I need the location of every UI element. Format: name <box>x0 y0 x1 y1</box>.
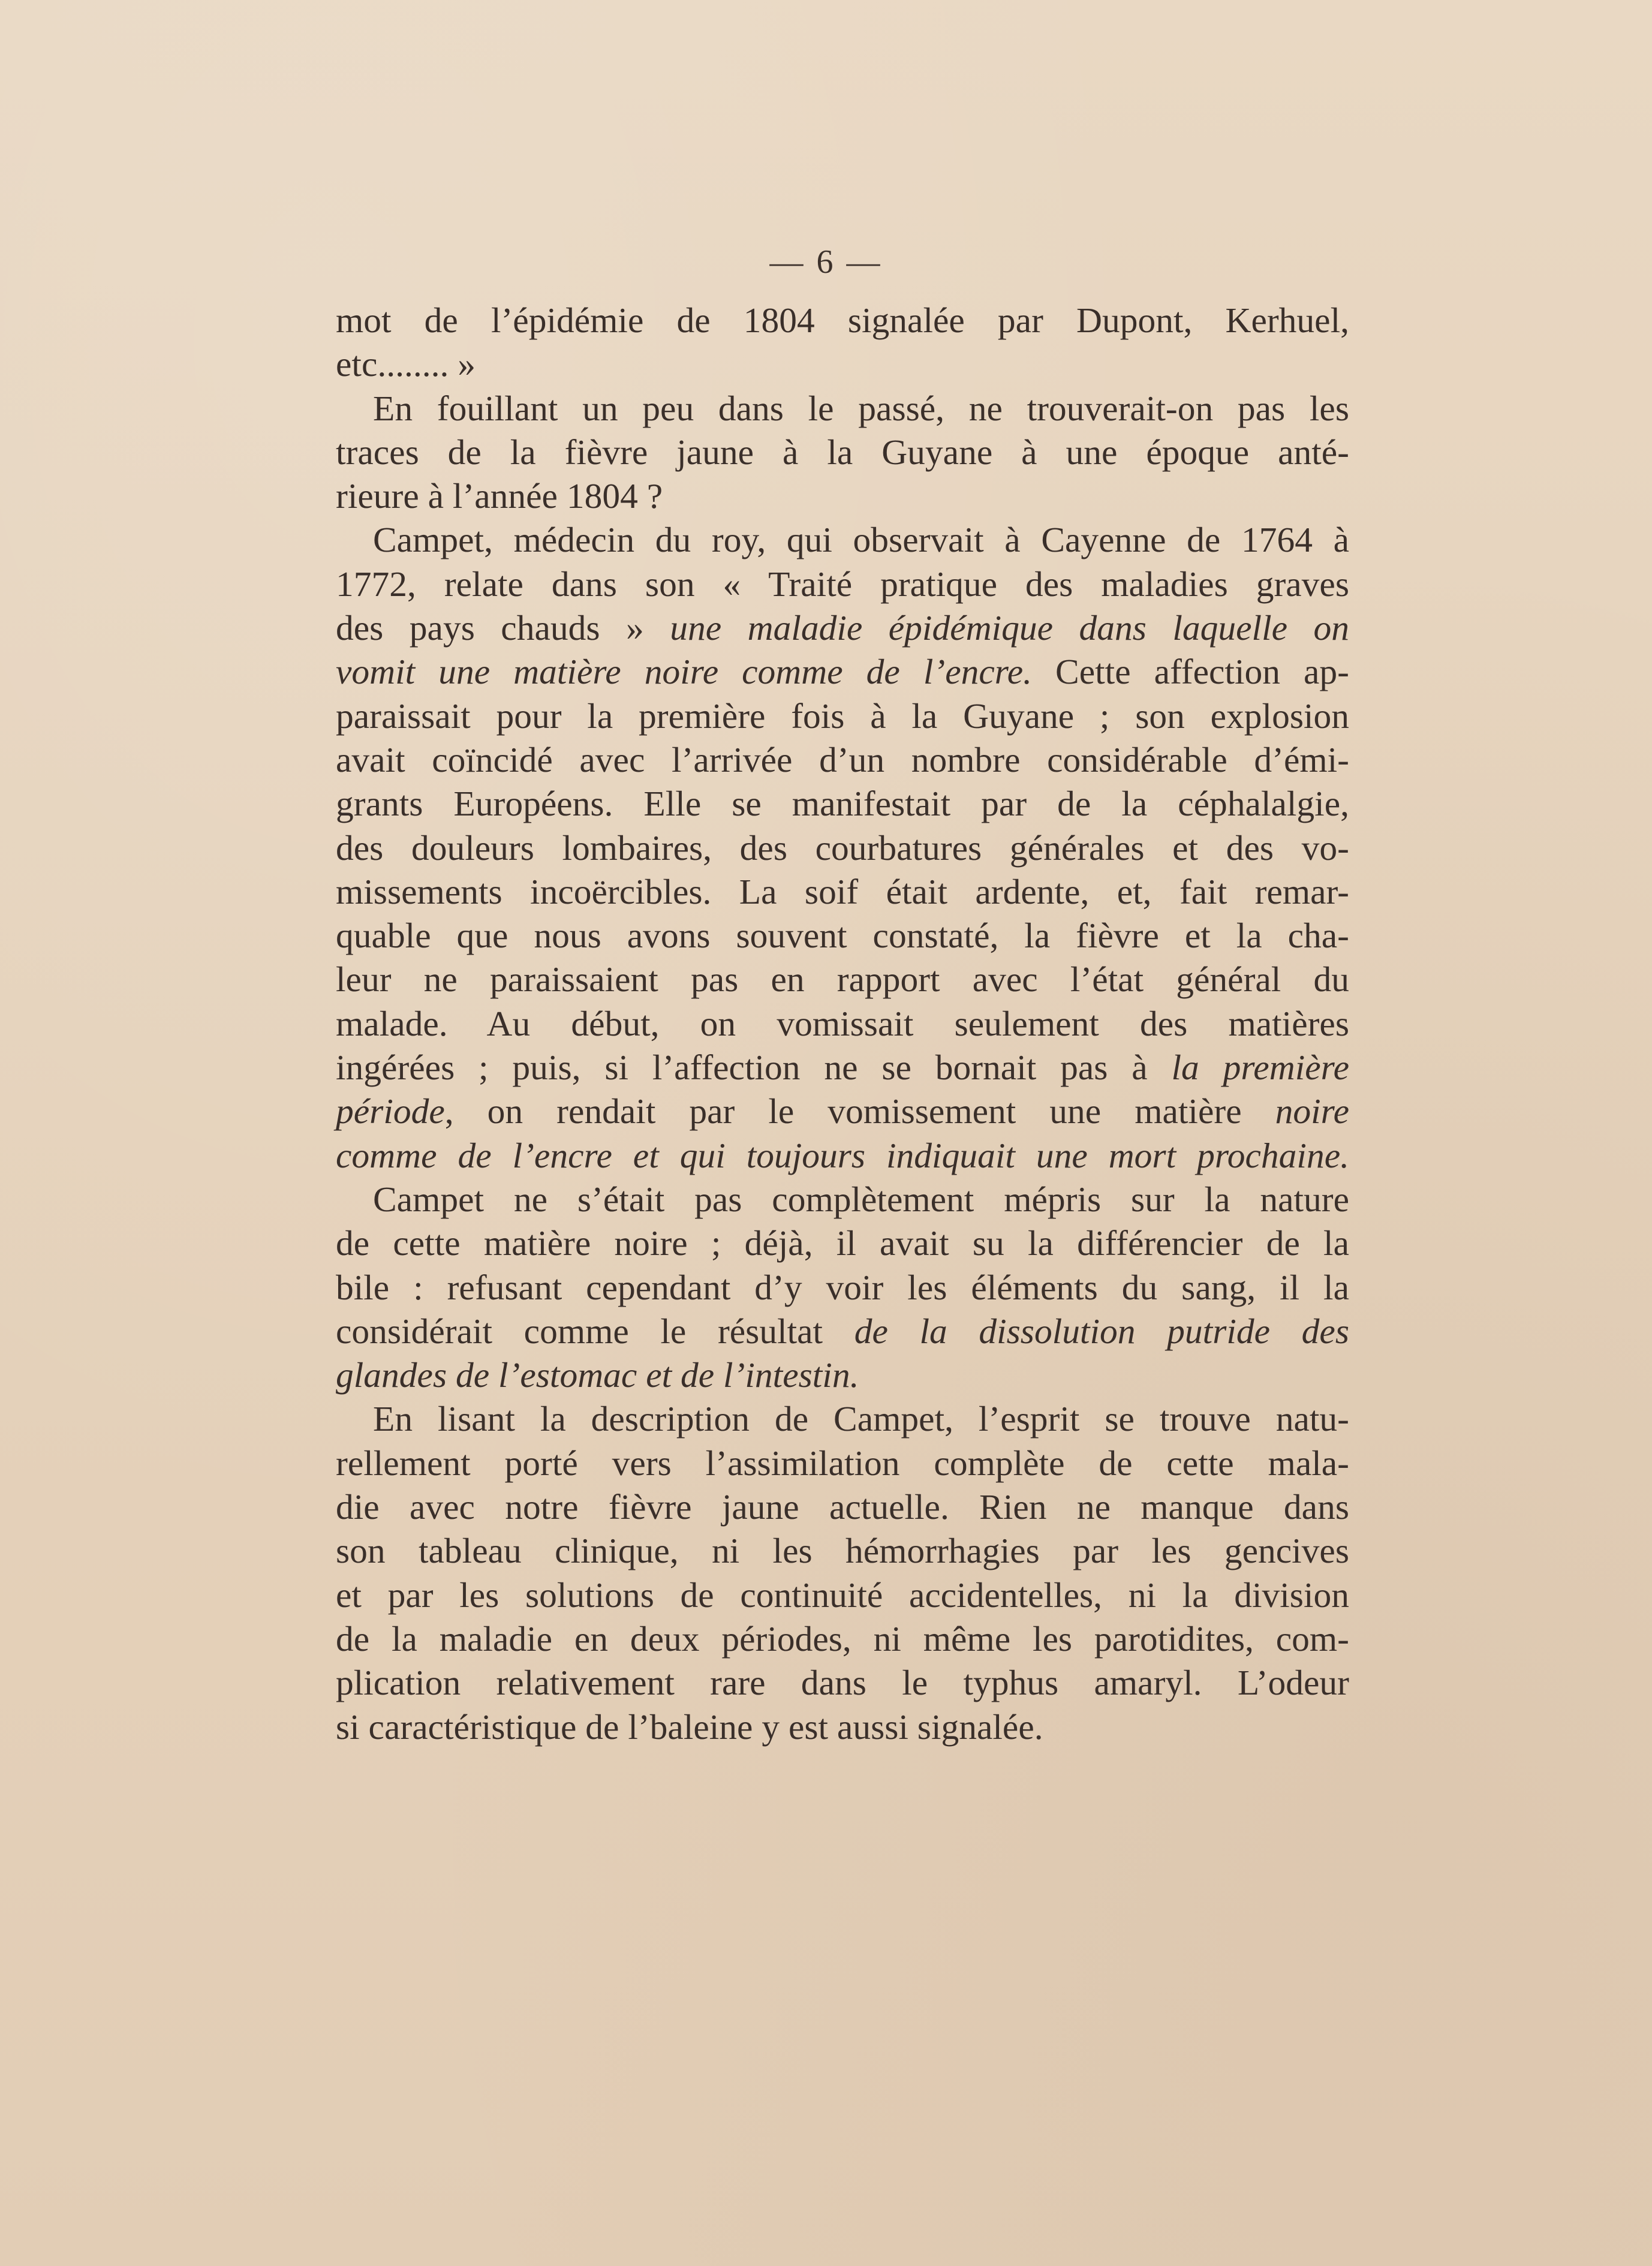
text-line <box>336 1397 1349 1441</box>
text-line <box>336 1661 1349 1705</box>
text-line <box>336 1221 1349 1265</box>
italic-text: la première <box>1171 1048 1349 1088</box>
text-line <box>336 1353 1349 1397</box>
text-segment: des pays chauds » <box>336 608 670 648</box>
text-segment: En fouillant un peu dans le passé, ne trouverait-on pas les <box>373 388 1349 428</box>
text-line <box>336 1046 1349 1090</box>
text-segment: bile : refusant cependant d’y voir les éléments du sang, il la <box>336 1267 1349 1307</box>
text-segment: , on rendait par le vomissement une matière <box>444 1091 1275 1132</box>
text-segment: 1772, relate dans son « Traité pratique des maladies graves <box>336 564 1349 604</box>
text-line <box>336 1529 1349 1573</box>
text-line <box>336 1442 1349 1485</box>
text-segment: grants Européens. Elle se manifestait par de la céphalalgie, <box>336 784 1349 824</box>
text-segment: de cette matière noire ; déjà, il avait su la différencier de la <box>336 1223 1349 1263</box>
text-segment: malade. Au début, on vomissait seulement des matières <box>336 1003 1349 1043</box>
text-line <box>336 738 1349 782</box>
text-line <box>336 1573 1349 1617</box>
text-line <box>336 299 1349 342</box>
text-segment: Cette affection ap- <box>1032 652 1350 692</box>
text-segment: leur ne paraissaient pas en rapport avec l’état général du <box>336 959 1349 1000</box>
text-segment: considérait comme le résultat <box>336 1311 854 1351</box>
text-line <box>336 562 1349 606</box>
text-segment: ingérées ; puis, si l’affection ne se bornait pas à <box>336 1048 1172 1088</box>
text-segment: si caractéristique de l’baleine y est aussi signalée. <box>336 1707 1043 1747</box>
italic-text: comme de l’encre et qui toujours indiquait une mort prochaine. <box>336 1135 1349 1175</box>
text-line <box>336 342 1349 386</box>
text-segment: etc........ » <box>336 344 476 384</box>
text-line <box>336 1266 1349 1310</box>
text-segment: die avec notre fièvre jaune actuelle. Rien ne manque dans <box>336 1487 1349 1527</box>
text-line <box>336 650 1349 694</box>
text-line <box>336 431 1349 474</box>
text-line <box>336 958 1349 1001</box>
text-segment: rieure à l’année 1804 ? <box>336 476 663 516</box>
italic-text: une maladie épidémique dans laquelle on <box>670 608 1349 648</box>
text-line <box>336 694 1349 738</box>
text-segment: Campet ne s’était pas complètement mépris sur la nature <box>373 1179 1349 1219</box>
text-line <box>336 518 1349 562</box>
text-segment: son tableau clinique, ni les hémorrhagies par les gencives <box>336 1531 1349 1571</box>
italic-text: glandes de l’estomac et de l’intestin. <box>336 1355 859 1395</box>
text-line <box>336 1617 1349 1661</box>
italic-text: de la dissolution putride des <box>854 1311 1349 1351</box>
text-segment: avait coïncidé avec l’arrivée d’un nombre considérable d’émi- <box>336 739 1349 780</box>
text-line <box>336 1310 1349 1353</box>
text-line <box>336 387 1349 431</box>
italic-text: vomit une matière noire comme de l’encre. <box>336 652 1033 692</box>
text-line <box>336 782 1349 826</box>
italic-text: noire <box>1275 1091 1349 1132</box>
text-line <box>336 1134 1349 1178</box>
text-line <box>336 1485 1349 1529</box>
text-line <box>336 474 1349 518</box>
body-text <box>336 299 1349 1749</box>
text-line <box>336 1090 1349 1133</box>
text-line <box>336 914 1349 958</box>
text-segment: mot de l’épidémie de 1804 signalée par Dupont, Kerhuel, <box>336 300 1349 340</box>
text-segment: et par les solutions de continuité accidentelles, ni la division <box>336 1575 1349 1615</box>
text-line <box>336 1705 1349 1749</box>
text-segment: plication relativement rare dans le typhus amaryl. L’odeur <box>336 1663 1349 1703</box>
text-segment: paraissait pour la première fois à la Guyane ; son explosion <box>336 696 1349 736</box>
text-line <box>336 1178 1349 1221</box>
text-segment: des douleurs lombaires, des courbatures générales et des vo- <box>336 827 1349 868</box>
text-line <box>336 870 1349 914</box>
text-line <box>336 826 1349 870</box>
italic-text: période <box>336 1091 445 1132</box>
text-segment: quable que nous avons souvent constaté, la fièvre et la cha- <box>336 916 1349 956</box>
text-line <box>336 606 1349 650</box>
text-segment: En lisant la description de Campet, l’esprit se trouve natu- <box>373 1399 1349 1439</box>
text-segment: rellement porté vers l’assimilation complète de cette mala- <box>336 1443 1349 1483</box>
text-segment: Campet, médecin du roy, qui observait à Cayenne de 1764 à <box>373 520 1349 560</box>
text-segment: missements incoërcibles. La soif était ardente, et, fait remar- <box>336 871 1349 911</box>
text-segment: traces de la fièvre jaune à la Guyane à une époque anté- <box>336 432 1349 472</box>
text-segment: de la maladie en deux périodes, ni même les parotidites, com- <box>336 1618 1349 1659</box>
page-number: — 6 — <box>769 243 883 281</box>
text-line <box>336 1002 1349 1046</box>
